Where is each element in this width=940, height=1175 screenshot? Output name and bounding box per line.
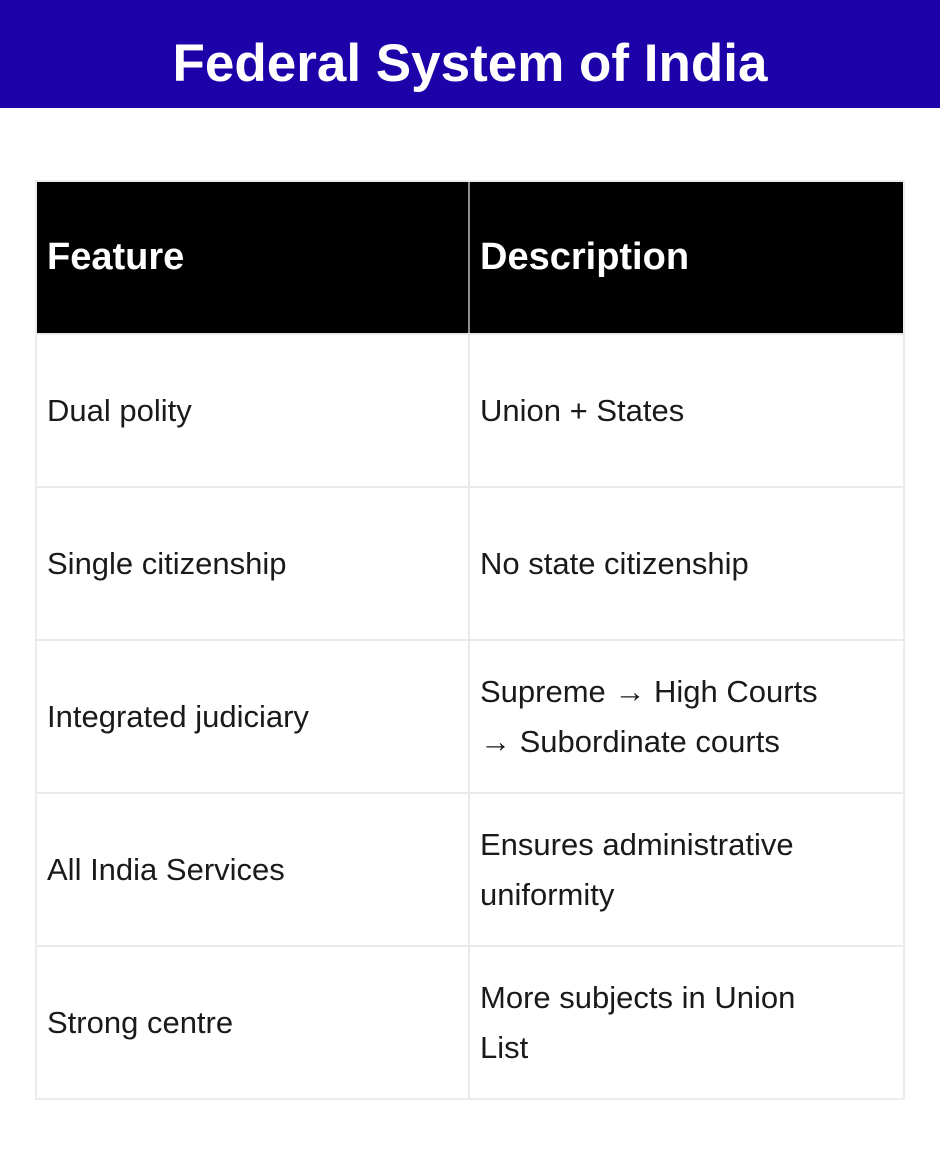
feature-text: Integrated judiciary bbox=[47, 698, 309, 734]
page-title: Federal System of India bbox=[172, 33, 768, 93]
column-header-description-label: Description bbox=[480, 236, 690, 278]
description-cell bbox=[470, 794, 903, 945]
description-cell bbox=[470, 335, 903, 486]
description-cell bbox=[470, 947, 903, 1098]
column-header-description bbox=[470, 182, 903, 333]
table-row bbox=[37, 792, 903, 945]
feature-text: Dual polity bbox=[47, 392, 192, 428]
description-cell bbox=[470, 488, 903, 639]
table-row bbox=[37, 486, 903, 639]
table-row bbox=[37, 333, 903, 486]
description-text: Union + States bbox=[480, 392, 685, 428]
feature-cell bbox=[37, 794, 470, 945]
feature-cell bbox=[37, 335, 470, 486]
column-header-feature-label: Feature bbox=[47, 236, 185, 278]
description-text: Ensures administrative uniformity bbox=[480, 826, 794, 912]
feature-cell bbox=[37, 947, 470, 1098]
description-text: No state citizenship bbox=[480, 545, 749, 581]
feature-cell bbox=[37, 641, 470, 792]
table-row bbox=[37, 639, 903, 792]
description-cell bbox=[470, 641, 903, 792]
table-row bbox=[37, 945, 903, 1098]
description-text: Supreme → High Courts → Subordinate courts bbox=[480, 673, 818, 759]
feature-text: Strong centre bbox=[47, 1004, 234, 1040]
feature-cell bbox=[37, 488, 470, 639]
table-header-row bbox=[37, 182, 903, 333]
feature-text: All India Services bbox=[47, 851, 285, 887]
title-banner bbox=[0, 0, 940, 108]
column-header-feature bbox=[37, 182, 470, 333]
features-table bbox=[35, 180, 905, 1100]
feature-text: Single citizenship bbox=[47, 545, 287, 581]
description-text: More subjects in Union List bbox=[480, 979, 796, 1065]
